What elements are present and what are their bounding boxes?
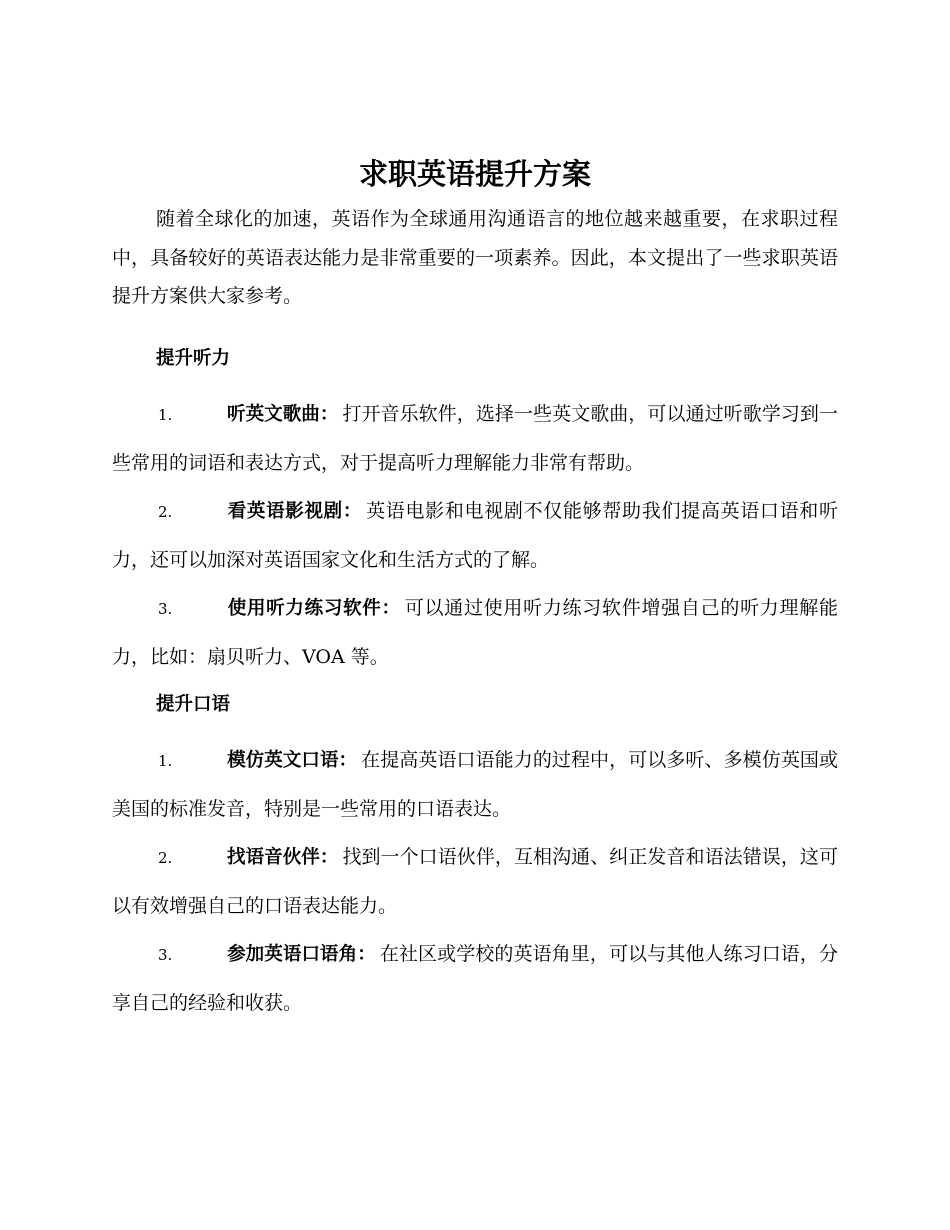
item-colon: ： [319, 847, 339, 868]
item-text: 可以通过使用听力练习软件增强自己的听力理解能力，比如：扇贝听力、VOA 等。 [112, 597, 838, 668]
list-item-speaking-3 [112, 930, 838, 1027]
list-item-listening-2 [112, 487, 838, 584]
item-text: 找到一个口语伙伴，互相沟通、纠正发音和语法错误，这可以有效增强自己的口语表达能力。 [112, 846, 838, 917]
section-heading-listening: 提升听力 [156, 348, 231, 369]
intro-paragraph: 随着全球化的加速，英语作为全球通用沟通语言的地位越来越重要，在求职过程中，具备较好的英语表达能力是非常重要的一项素养。因此，本文提出了一些求职英语提升方案供大家参考。 [112, 208, 838, 307]
item-text: 打开音乐软件，选择一些英文歌曲，可以通过听歌学习到一些常用的词语和表达方式，对于提高听力理解能力非常有帮助。 [112, 403, 838, 474]
item-label: 听英文歌曲 [227, 404, 320, 425]
item-label: 模仿英文口语 [227, 750, 339, 771]
section-heading-speaking: 提升口语 [156, 694, 231, 715]
item-number: 3. [158, 946, 173, 964]
item-text: 在社区或学校的英语角里，可以与其他人练习口语，分享自己的经验和收获。 [112, 943, 838, 1014]
list-item-speaking-1 [112, 736, 838, 833]
list-item-listening-3 [112, 584, 838, 681]
list-item-listening-1 [112, 390, 838, 487]
item-colon: ： [381, 598, 401, 619]
item-label: 找语音伙伴 [227, 847, 320, 868]
item-label: 参加英语口语角 [227, 944, 358, 965]
document-title: 求职英语提升方案 [358, 157, 591, 191]
item-text: 英语电影和电视剧不仅能够帮助我们提高英语口语和听力，还可以加深对英语国家文化和生活方式的了解。 [112, 500, 838, 571]
item-number: 3. [158, 600, 173, 618]
item-number: 2. [158, 503, 173, 521]
item-number: 2. [158, 849, 173, 867]
item-colon: ： [319, 404, 339, 425]
item-number: 1. [158, 406, 173, 424]
item-colon: ： [342, 501, 363, 522]
list-item-speaking-2 [112, 833, 838, 930]
item-text: 在提高英语口语能力的过程中，可以多听、多模仿英国或美国的标准发音，特别是一些常用的口语表达。 [112, 749, 838, 820]
item-colon: ： [357, 944, 376, 965]
item-number: 1. [158, 752, 173, 770]
item-colon: ： [338, 750, 358, 771]
item-label: 看英语影视剧 [227, 501, 343, 522]
item-label: 使用听力练习软件 [227, 598, 382, 619]
